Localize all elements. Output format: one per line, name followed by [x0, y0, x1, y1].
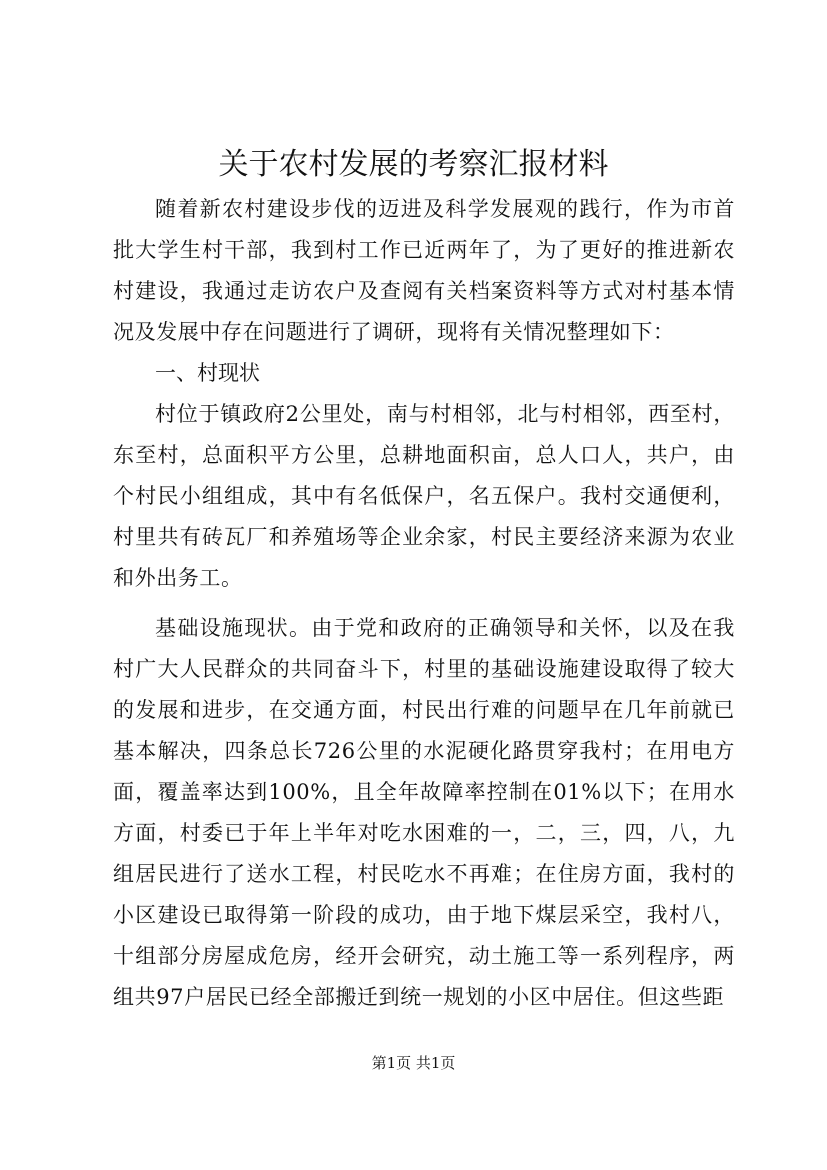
- page-footer: 第1页 共1页: [371, 1054, 456, 1072]
- paragraph-intro: 随着新农村建设步伐的迈进及科学发展观的践行，作为市首批大学生村干部，我到村工作已近两年了，为了更好的推进新农村建设，我通过走访农户及查阅有关档案资料等方式对村基本情况及发展中存在问题进行了调研，现将有关情况整理如下：: [113, 197, 735, 344]
- document-body: [113, 189, 735, 1018]
- paragraph-infrastructure: 基础设施现状。由于党和政府的正确领导和关怀，以及在我村广大人民群众的共同奋斗下，村里的基础设施建设取得了较大的发展和进步，在交通方面，村民出行难的问题早在几年前就已基本解决，四条总长726公里的水泥硬化路贯穿我村；在用电方面，覆盖率达到100%，且全年故障率控制在01%以下；在用水方面，村委已于年上半年对吃水困难的一，二，三，四，八，九组居民进行了送水工程，村民吃水不再难；在住房方面，我村的小区建设已取得第一阶段的成功，由于地下煤层采空，我村八，十组部分房屋成危房，经开会研究，动土施工等一系列程序，两组共97户居民已经全部搬迁到统一规划的小区中居住。但这些距: [113, 616, 735, 1009]
- section-heading-village-status: 一、村现状: [155, 361, 260, 385]
- document-title: 关于农村发展的考察汇报材料: [218, 147, 609, 182]
- paragraph-village-overview: 村位于镇政府2公里处，南与村相邻，北与村相邻，西至村，东至村，总面积平方公里，总耕地面积亩，总人口人，共户，由个村民小组组成，其中有名低保户，名五保户。我村交通便利，村里共有砖瓦厂和养殖场等企业余家，村民主要经济来源为农业和外出务工。: [113, 402, 735, 590]
- paragraph-gap: [113, 599, 735, 608]
